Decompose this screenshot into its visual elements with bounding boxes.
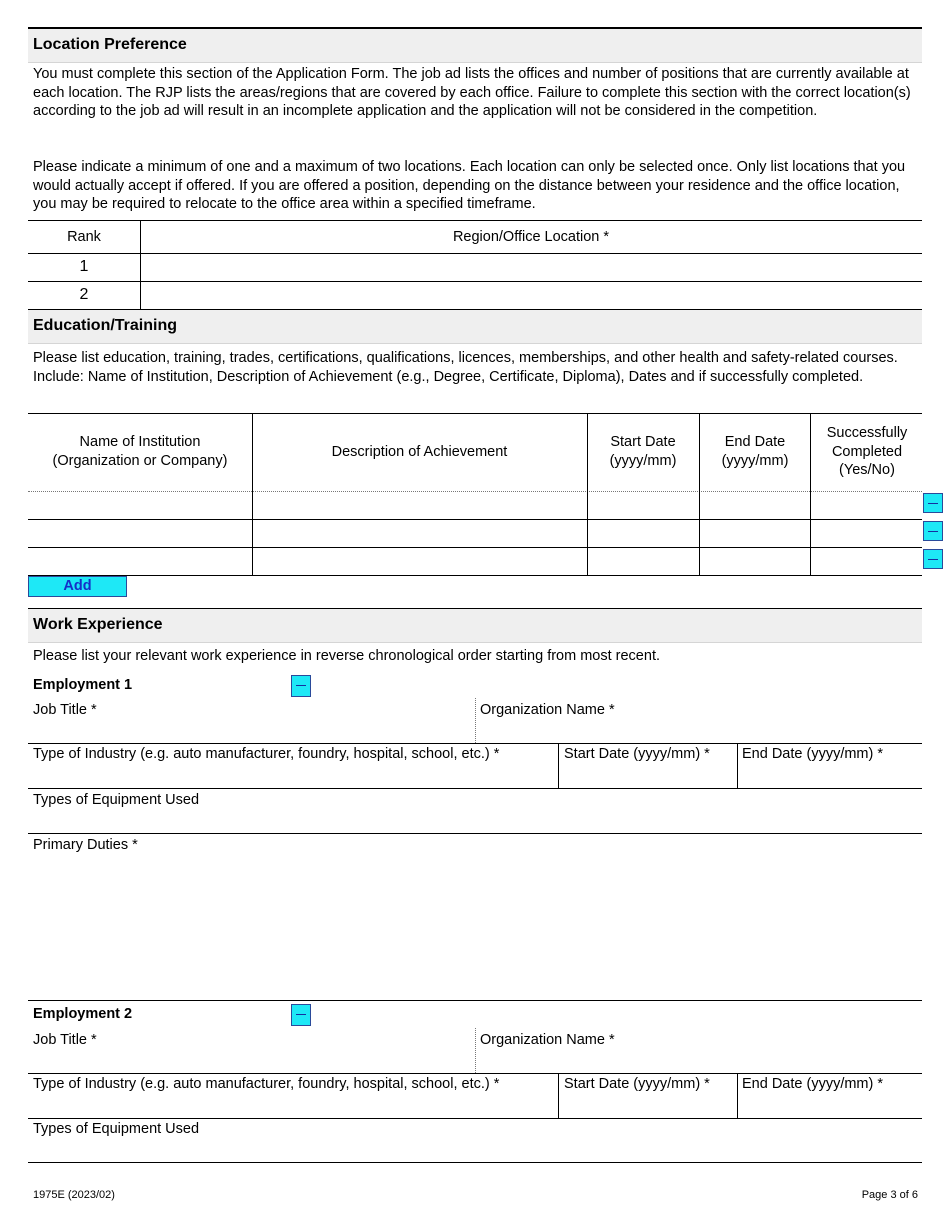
form-id: 1975E (2023/02) — [33, 1189, 115, 1201]
region-input-1[interactable] — [141, 254, 922, 281]
industry-label: Type of Industry (e.g. auto manufacturer, foundry, hospital, school, etc.) * — [33, 1076, 500, 1092]
remove-row-3-button[interactable] — [923, 549, 943, 569]
rank-header: Rank — [67, 229, 101, 245]
work-instructions: Please list your relevant work experience in reverse chronological order starting from most recent. — [33, 648, 660, 664]
remove-employment-1-button[interactable] — [291, 675, 311, 697]
industry-label: Type of Industry (e.g. auto manufacturer, foundry, hospital, school, etc.) * — [33, 746, 500, 762]
job-title-label: Job Title * — [33, 702, 97, 718]
education-heading: Education/Training — [33, 317, 178, 334]
education-row[interactable] — [28, 492, 922, 519]
region-header: Region/Office Location * — [452, 229, 610, 245]
work-section-header — [28, 608, 922, 643]
equipment-label: Types of Equipment Used — [33, 1121, 200, 1137]
education-section-header — [28, 309, 922, 344]
region-input-2[interactable] — [141, 282, 922, 309]
education-instructions: Please list education, training, trades, certifications, qualifications, licences, memberships, and other health and safety-related courses. Include: Name of Institution, Description of Achievement (e.g., Degree, Certificate, Diploma), Dates and if successfully completed. — [33, 350, 898, 385]
rank-1: 1 — [79, 258, 89, 275]
rank-2: 2 — [79, 286, 89, 303]
location-section-header — [28, 28, 922, 63]
completed-header: Successfully Completed (Yes/No) — [826, 425, 908, 478]
org-name-label: Organization Name * — [480, 702, 615, 718]
education-row[interactable] — [28, 520, 922, 547]
remove-employment-2-button[interactable] — [291, 1004, 311, 1026]
end-date-label: End Date (yyyy/mm) * — [742, 1076, 883, 1092]
end-date-label: End Date (yyyy/mm) * — [742, 746, 883, 762]
location-instructions-2: Please indicate a minimum of one and a maximum of two locations. Each location can only be selected once. Only list locations that you would actually accept if offered. If you are offered a position, depending on the distance between your residence and the office location, you may be required to relocate to the office area within a specified timeframe. — [33, 159, 906, 212]
start-date-header: Start Date (yyyy/mm) — [609, 434, 677, 469]
end-date-header: End Date (yyyy/mm) — [721, 434, 789, 469]
org-name-label: Organization Name * — [480, 1032, 615, 1048]
remove-row-2-button[interactable] — [923, 521, 943, 541]
start-date-label: Start Date (yyyy/mm) * — [564, 746, 710, 762]
work-heading: Work Experience — [33, 616, 163, 633]
start-date-label: Start Date (yyyy/mm) * — [564, 1076, 710, 1092]
equipment-label: Types of Equipment Used — [33, 792, 200, 808]
add-education-button[interactable]: Add — [28, 576, 127, 597]
remove-row-1-button[interactable] — [923, 493, 943, 513]
duties-input[interactable] — [28, 858, 922, 1000]
education-row[interactable] — [28, 548, 922, 575]
location-instructions-1: You must complete this section of the Application Form. The job ad lists the offices and number of positions that are currently available at each location. The RJP lists the areas/regions that are covered by each office. Failure to complete this section with the correct location(s) according to the job ad will result in an incomplete application and the application will not be considered in the competition. — [33, 66, 911, 119]
job-title-label: Job Title * — [33, 1032, 97, 1048]
institution-header: Name of Institution (Organization or Company) — [52, 434, 228, 469]
description-header: Description of Achievement — [331, 444, 508, 460]
employment-1-title: Employment 1 — [33, 677, 133, 693]
page-number: Page 3 of 6 — [861, 1189, 918, 1201]
location-heading: Location Preference — [33, 36, 187, 53]
employment-2-title: Employment 2 — [33, 1006, 133, 1022]
duties-label: Primary Duties * — [33, 837, 138, 853]
